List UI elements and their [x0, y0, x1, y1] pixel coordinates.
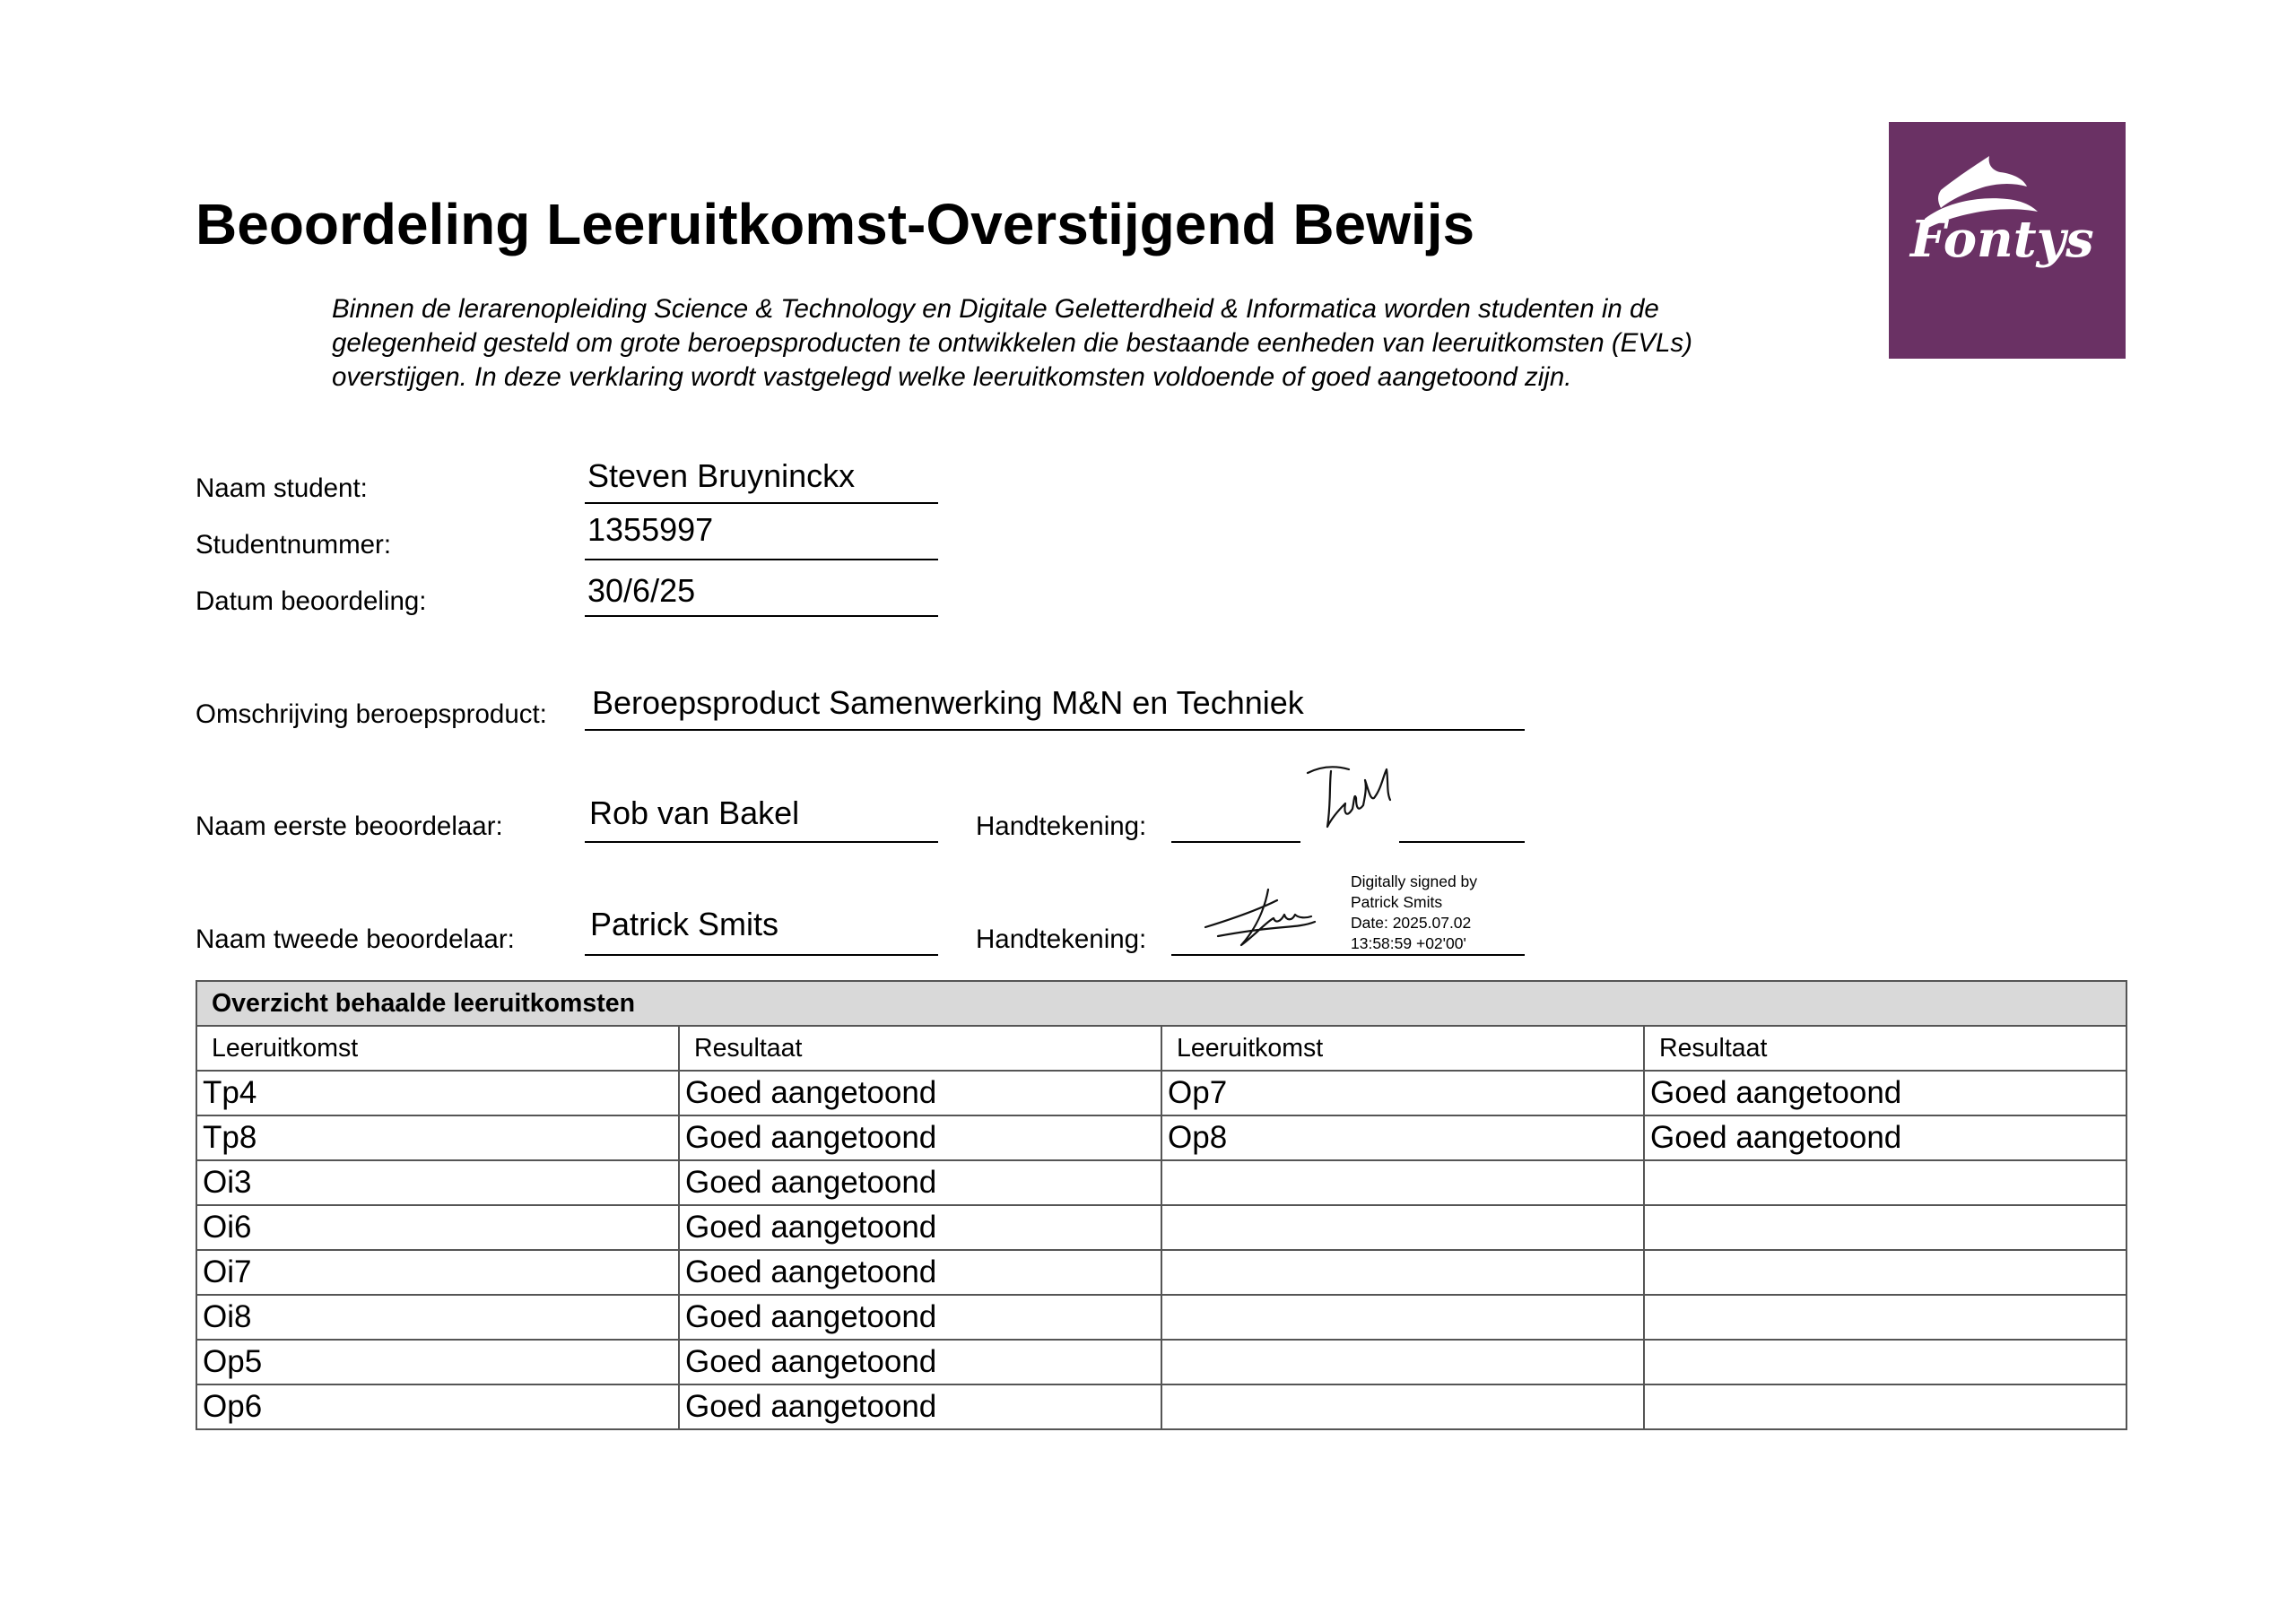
table-row — [196, 1205, 2126, 1250]
outcome-cell: Op8 — [1161, 1115, 1644, 1160]
result-cell: Goed aangetoond — [679, 1340, 1161, 1384]
first-assessor-label: Naam eerste beoordelaar: — [196, 812, 503, 841]
result-cell: Goed aangetoond — [679, 1071, 1161, 1115]
first-assessor-underline — [585, 841, 938, 843]
result-cell: Goed aangetoond — [679, 1115, 1161, 1160]
fontys-logo-mark — [1889, 122, 2126, 359]
second-assessor-underline — [585, 954, 938, 956]
overview-table — [196, 980, 2127, 1430]
signature-line: Digitally signed by — [1351, 872, 1478, 890]
fontys-logo — [1889, 122, 2126, 359]
outcome-cell: Oi3 — [196, 1160, 679, 1205]
second-signature-label: Handtekening: — [976, 924, 1147, 954]
outcome-cell — [1161, 1250, 1644, 1295]
outcome-cell: Tp8 — [196, 1115, 679, 1160]
result-cell — [1644, 1250, 2126, 1295]
result-cell — [1644, 1295, 2126, 1340]
digital-signature-details — [1351, 872, 1477, 954]
date-value: 30/6/25 — [587, 572, 696, 609]
signature-line: Patrick Smits — [1351, 893, 1443, 911]
overview-header-row — [196, 981, 2126, 1026]
date-label: Datum beoordeling: — [196, 586, 427, 616]
result-cell: Goed aangetoond — [679, 1384, 1161, 1429]
outcome-cell — [1161, 1384, 1644, 1429]
student-number-underline — [585, 559, 938, 560]
result-cell — [1644, 1384, 2126, 1429]
column-header: Resultaat — [1644, 1026, 2126, 1071]
table-row — [196, 1295, 2126, 1340]
outcome-cell: Oi8 — [196, 1295, 679, 1340]
table-row — [196, 1384, 2126, 1429]
description-label: Omschrijving beroepsproduct: — [196, 699, 547, 729]
first-signature-label: Handtekening: — [976, 812, 1147, 841]
table-row — [196, 1115, 2126, 1160]
outcome-cell — [1161, 1205, 1644, 1250]
result-cell — [1644, 1340, 2126, 1384]
result-cell: Goed aangetoond — [679, 1295, 1161, 1340]
outcome-cell — [1161, 1160, 1644, 1205]
intro-line: Binnen de lerarenopleiding Science & Technology en Digitale Geletterdheid & Informatica worden studenten in de — [332, 294, 1659, 324]
outcome-cell: Oi6 — [196, 1205, 679, 1250]
column-header: Leeruitkomst — [196, 1026, 679, 1071]
outcome-cell: Op6 — [196, 1384, 679, 1429]
table-row — [196, 1340, 2126, 1384]
outcome-cell: Op7 — [1161, 1071, 1644, 1115]
student-name-label: Naam student: — [196, 473, 368, 503]
intro-line: gelegenheid gesteld om grote beroepsproducten te ontwikkelen die bestaande eenheden van leeruitkomsten (EVLs) — [332, 328, 1692, 358]
table-row — [196, 1160, 2126, 1205]
outcome-cell — [1161, 1340, 1644, 1384]
table-row — [196, 1071, 2126, 1115]
outcome-cell: Op5 — [196, 1340, 679, 1384]
intro-text — [332, 292, 1803, 395]
outcome-cell: Tp4 — [196, 1071, 679, 1115]
first-signature-line-right — [1399, 841, 1525, 843]
result-cell — [1644, 1160, 2126, 1205]
first-signature-line-left — [1171, 841, 1300, 843]
column-header: Leeruitkomst — [1161, 1026, 1644, 1071]
second-signature-line — [1171, 954, 1525, 956]
logo-text: Fontys — [1910, 210, 2094, 269]
result-cell: Goed aangetoond — [679, 1205, 1161, 1250]
column-header: Resultaat — [679, 1026, 1161, 1071]
first-signature-image — [1300, 760, 1401, 843]
second-assessor-label: Naam tweede beoordelaar: — [196, 924, 515, 954]
description-underline — [585, 729, 1525, 731]
student-number-label: Studentnummer: — [196, 530, 392, 560]
first-assessor-value: Rob van Bakel — [589, 794, 800, 831]
signature-line: 13:58:59 +02'00' — [1351, 934, 1466, 952]
result-cell: Goed aangetoond — [679, 1160, 1161, 1205]
student-name-underline — [585, 502, 938, 504]
result-cell: Goed aangetoond — [1644, 1071, 2126, 1115]
intro-line: overstijgen. In deze verklaring wordt vastgelegd welke leeruitkomsten voldoende of goed aangetoond zijn. — [332, 362, 1572, 392]
student-name-value: Steven Bruyninckx — [587, 457, 856, 494]
result-cell — [1644, 1205, 2126, 1250]
student-number-value: 1355997 — [587, 511, 714, 548]
table-row — [196, 1250, 2126, 1295]
date-underline — [585, 615, 938, 617]
page-title: Beoordeling Leeruitkomst-Overstijgend Bewijs — [196, 192, 1475, 256]
second-signature-image — [1202, 882, 1320, 950]
result-cell: Goed aangetoond — [679, 1250, 1161, 1295]
result-cell: Goed aangetoond — [1644, 1115, 2126, 1160]
description-value: Beroepsproduct Samenwerking M&N en Techniek — [592, 684, 1304, 721]
signature-line: Date: 2025.07.02 — [1351, 914, 1472, 932]
overview-title: Overzicht behaalde leeruitkomsten — [196, 981, 2126, 1026]
second-assessor-value: Patrick Smits — [590, 906, 779, 942]
outcome-cell — [1161, 1295, 1644, 1340]
column-header-row — [196, 1026, 2126, 1071]
outcome-cell: Oi7 — [196, 1250, 679, 1295]
